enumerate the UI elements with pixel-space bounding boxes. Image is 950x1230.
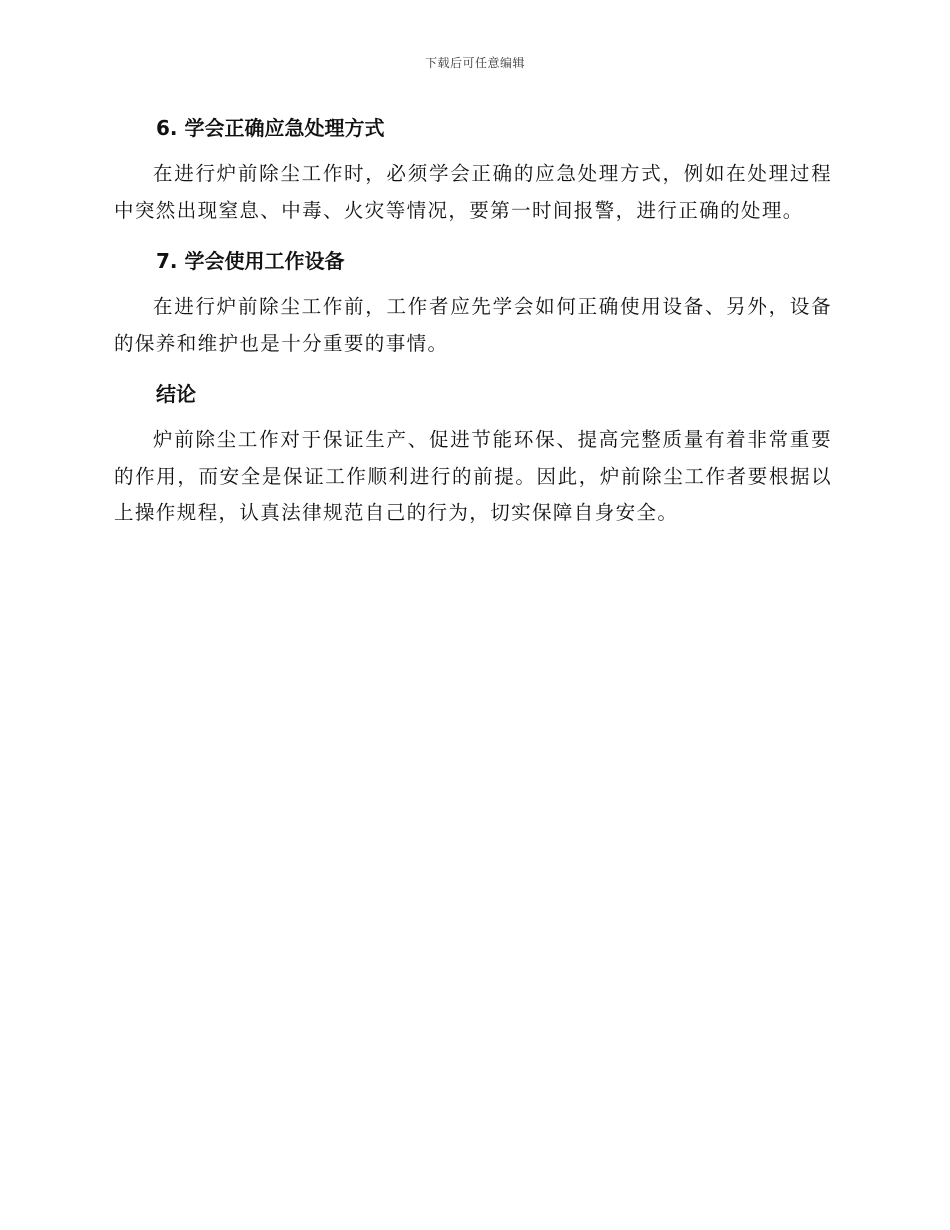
- section-emergency-handling: [114, 110, 832, 243]
- section-heading: 6. 学会正确应急处理方式: [156, 116, 385, 140]
- section-paragraph: 炉前除尘工作对于保证生产、促进节能环保、提高完整质量有着非常重要的作用，而安全是保证工作顺利进行的前提。因此，炉前除尘工作者要根据以上操作规程，认真法律规范自己的行为，切实保障自身安全。: [114, 428, 832, 524]
- section-equipment-usage: [114, 243, 832, 376]
- page-header-note: 下载后可任意编辑: [424, 56, 525, 70]
- section-heading: 7. 学会使用工作设备: [156, 249, 345, 273]
- section-paragraph: 在进行炉前除尘工作时，必须学会正确的应急处理方式，例如在处理过程中突然出现窒息、中毒、火灾等情况，要第一时间报警，进行正确的处理。: [114, 162, 832, 222]
- document-body: [114, 110, 832, 532]
- section-heading: 结论: [156, 382, 196, 406]
- section-conclusion: [114, 376, 832, 532]
- section-paragraph: 在进行炉前除尘工作前，工作者应先学会如何正确使用设备、另外，设备的保养和维护也是十分重要的事情。: [114, 295, 832, 355]
